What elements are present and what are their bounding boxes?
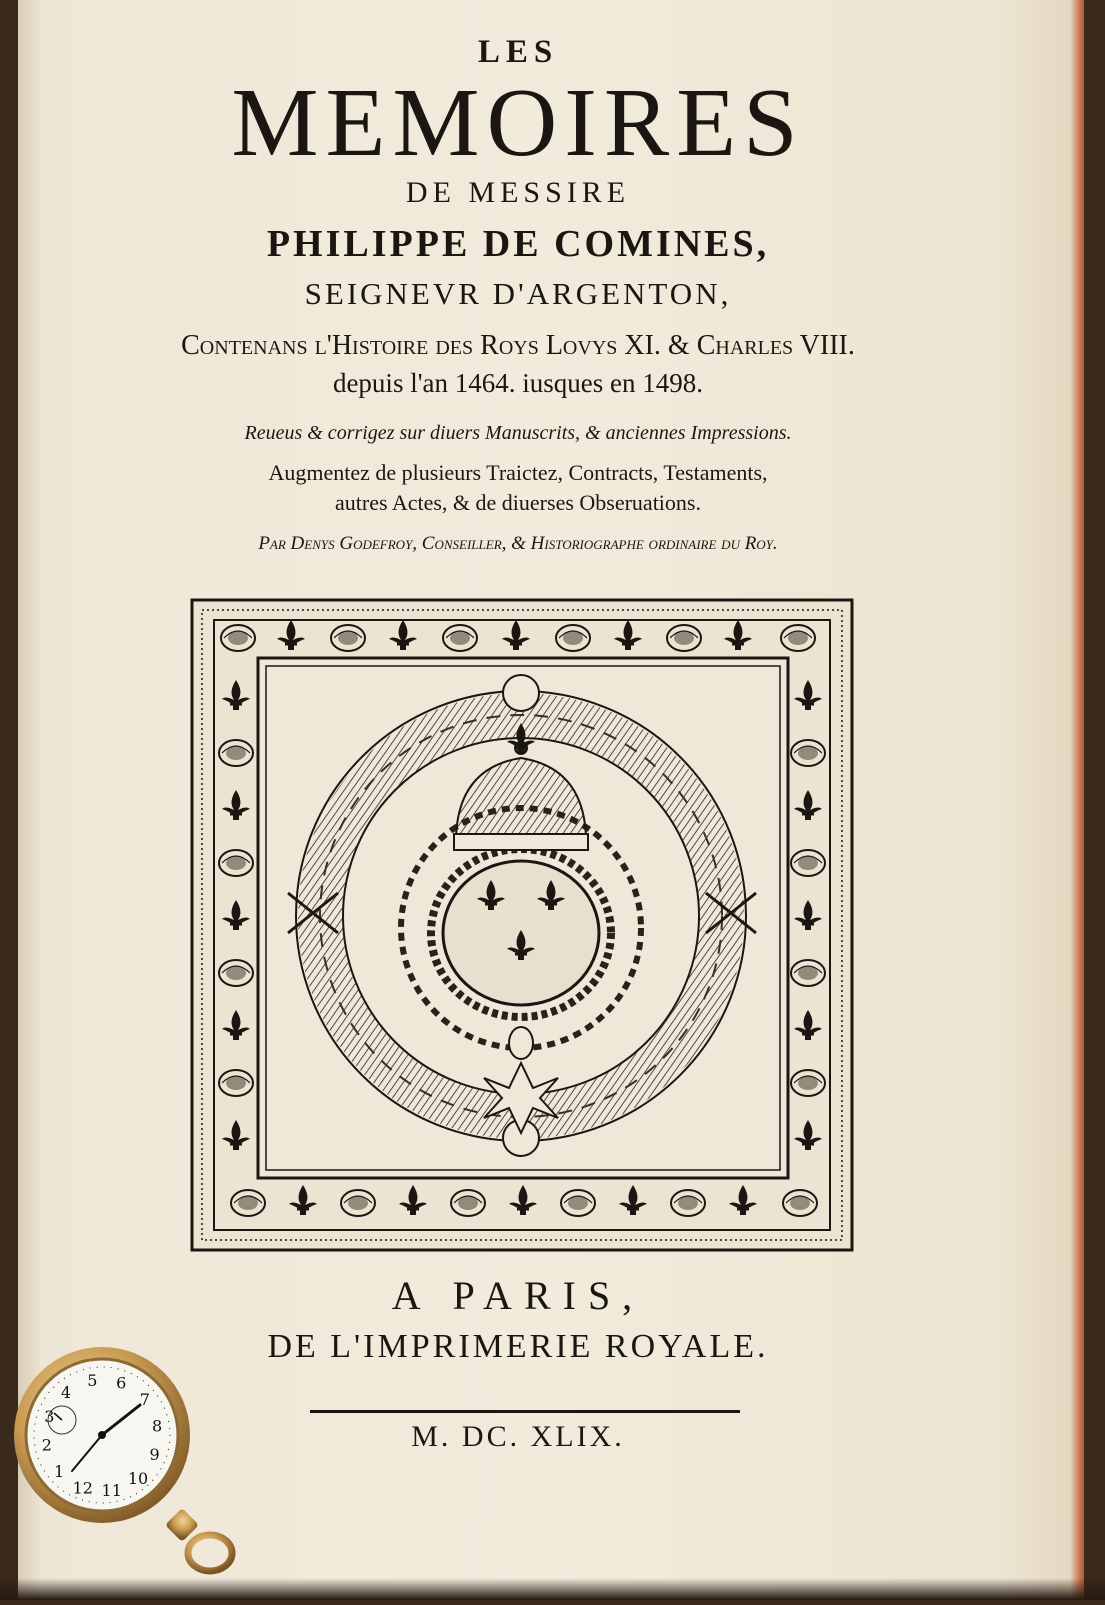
- page-bottom-shadow: [0, 1578, 1105, 1600]
- watch-numeral: 1: [54, 1462, 65, 1481]
- title-memoires: MEMOIRES: [231, 69, 805, 177]
- imprint-city: A PARIS,: [391, 1273, 645, 1318]
- augmentation-line-1: Augmentez de plusieurs Traictez, Contracts, Testaments,: [268, 460, 768, 485]
- revision-line: Reueus & corrigez sur diuers Manuscrits, & anciennes Impressions.: [244, 422, 792, 444]
- watch-numeral: 2: [41, 1435, 52, 1455]
- title-les: LES: [477, 34, 559, 70]
- watch-numeral: 4: [60, 1383, 72, 1403]
- page-edge: [1070, 0, 1084, 1600]
- watch-numeral: 9: [149, 1445, 160, 1465]
- royal-arms-fleur-de-lis-icon: [178, 598, 868, 1266]
- pocket-watch-icon: [10, 1345, 260, 1605]
- watch-numeral: 12: [72, 1478, 93, 1498]
- imprint-year: M. DC. XLIX.: [411, 1420, 625, 1453]
- augmentation-line-2: autres Actes, & de diuerses Obseruations.: [335, 490, 701, 515]
- watch-numeral: 3: [44, 1406, 55, 1426]
- watch-numeral: 10: [127, 1468, 149, 1488]
- watch-numeral: 11: [101, 1481, 122, 1501]
- watch-numeral: 5: [87, 1370, 98, 1390]
- imprint-rule: [310, 1410, 740, 1413]
- editor-line: Par Denys Godefroy, Conseiller, & Historiographe ordinaire du Roy.: [258, 533, 778, 554]
- author-name: PHILIPPE DE COMINES,: [266, 223, 770, 265]
- watch-numeral: 6: [116, 1373, 127, 1393]
- watch-numeral: 8: [152, 1416, 163, 1436]
- date-range-line: depuis l'an 1464. iusques en 1498.: [332, 368, 704, 398]
- contents-line: Contenans l'Histoire des Roys Lovys XI. & Charles VIII.: [181, 330, 855, 361]
- author-title: SEIGNEVR D'ARGENTON,: [304, 276, 732, 311]
- imprint-printer: DE L'IMPRIMERIE ROYALE.: [267, 1328, 769, 1365]
- title-de-messire: DE MESSIRE: [405, 176, 631, 209]
- watch-numeral: 7: [139, 1390, 150, 1409]
